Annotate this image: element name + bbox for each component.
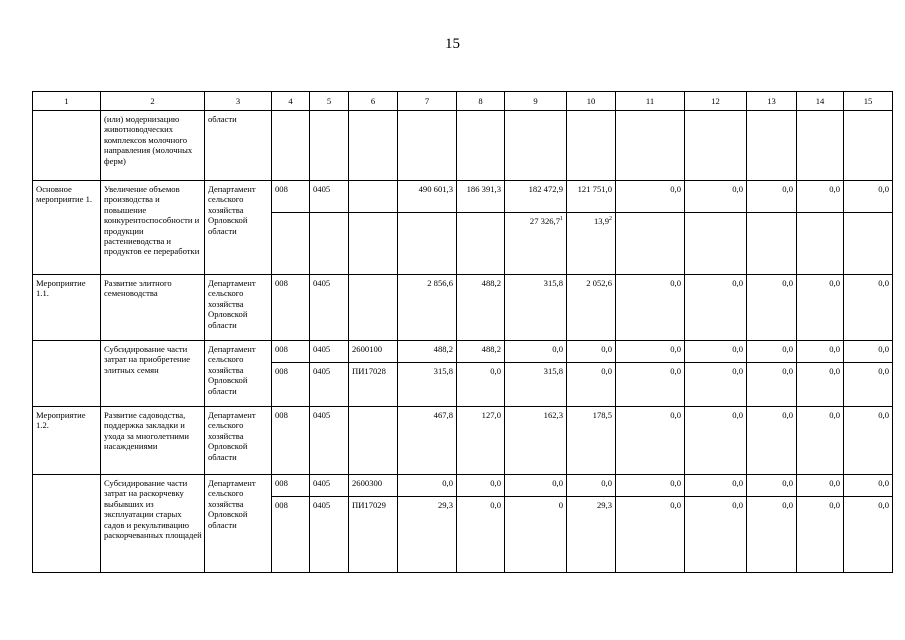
cell-col10: 0,0 bbox=[567, 475, 616, 497]
table-row-subsidy bbox=[33, 475, 893, 497]
cell-col7: 490 601,3 bbox=[398, 181, 457, 213]
cell-col1 bbox=[33, 111, 101, 181]
cell-col15: 0,0 bbox=[844, 275, 893, 341]
cell-col15: 0,0 bbox=[844, 407, 893, 475]
cell-col5: 0405 bbox=[310, 407, 349, 475]
cell-col4: 008 bbox=[272, 275, 310, 341]
header-col-9: 9 bbox=[505, 92, 567, 111]
cell-col8: 488,2 bbox=[457, 341, 505, 363]
cell-executor: Департамент сельского хозяйства Орловской области bbox=[205, 475, 272, 573]
cell-col8: 0,0 bbox=[457, 363, 505, 407]
cell-col12: 0,0 bbox=[685, 181, 747, 213]
cell-col14: 0,0 bbox=[797, 407, 844, 475]
header-col-14: 14 bbox=[797, 92, 844, 111]
cell-col12: 0,0 bbox=[685, 497, 747, 573]
table-row-subsidy bbox=[33, 341, 893, 363]
cell-col13: 0,0 bbox=[747, 475, 797, 497]
cell-col4: 008 bbox=[272, 341, 310, 363]
cell-col8: 488,2 bbox=[457, 275, 505, 341]
cell-col12: 0,0 bbox=[685, 275, 747, 341]
budget-table bbox=[32, 91, 893, 573]
table-row-activity-1-2 bbox=[33, 407, 893, 475]
cell-description: Субсидирование части затрат на раскорчевку выбывших из эксплуатации старых садов и рекультивацию раскорчеванных площадей bbox=[101, 475, 205, 573]
cell-executor: Департамент сельского хозяйства Орловской области bbox=[205, 181, 272, 275]
cell-col10: 178,5 bbox=[567, 407, 616, 475]
cell-col15: 0,0 bbox=[844, 363, 893, 407]
cell-col10: 0,0 bbox=[567, 341, 616, 363]
cell-col8: 127,0 bbox=[457, 407, 505, 475]
cell-col7: 315,8 bbox=[398, 363, 457, 407]
cell-col11: 0,0 bbox=[616, 363, 685, 407]
cell-col15: 0,0 bbox=[844, 475, 893, 497]
header-col-12: 12 bbox=[685, 92, 747, 111]
cell-col4: 008 bbox=[272, 475, 310, 497]
cell-col9: 0,0 bbox=[505, 341, 567, 363]
cell-col9-extra: 27 326,7$^1$ bbox=[505, 213, 567, 275]
cell-col11: 0,0 bbox=[616, 275, 685, 341]
cell-col6: 2600300 bbox=[349, 475, 398, 497]
cell-col8: 0,0 bbox=[457, 475, 505, 497]
header-col-4: 4 bbox=[272, 92, 310, 111]
cell-col4: 008 bbox=[272, 181, 310, 213]
cell-col11: 0,0 bbox=[616, 341, 685, 363]
cell-description: Увеличение объемов производства и повышение конкурентоспособности и продукции растениеводства и продуктов ее переработки bbox=[101, 181, 205, 275]
cell-col12: 0,0 bbox=[685, 407, 747, 475]
cell-col5: 0405 bbox=[310, 181, 349, 213]
cell-executor: Департамент сельского хозяйства Орловской области bbox=[205, 275, 272, 341]
cell-col10: 0,0 bbox=[567, 363, 616, 407]
cell-description: (или) модернизацию животноводческих комплексов молочного направления (молочных ферм) bbox=[101, 111, 205, 181]
cell-col11: 0,0 bbox=[616, 181, 685, 213]
cell-col9: 315,8 bbox=[505, 275, 567, 341]
cell-col6 bbox=[349, 407, 398, 475]
table-row-activity-1-1 bbox=[33, 275, 893, 341]
cell-col11: 0,0 bbox=[616, 475, 685, 497]
cell-col7: 29,3 bbox=[398, 497, 457, 573]
cell-col10: 29,3 bbox=[567, 497, 616, 573]
cell-col9: 315,8 bbox=[505, 363, 567, 407]
cell-description: Развитие элитного семеноводства bbox=[101, 275, 205, 341]
cell-col7: 488,2 bbox=[398, 341, 457, 363]
cell-col14: 0,0 bbox=[797, 275, 844, 341]
cell-col8: 0,0 bbox=[457, 497, 505, 573]
cell-col14: 0,0 bbox=[797, 181, 844, 213]
cell-description: Субсидирование части затрат на приобретение элитных семян bbox=[101, 341, 205, 407]
cell-col9: 182 472,9 bbox=[505, 181, 567, 213]
cell-col9: 162,3 bbox=[505, 407, 567, 475]
cell-col5: 0405 bbox=[310, 341, 349, 363]
table-row bbox=[33, 111, 893, 181]
cell-col15: 0,0 bbox=[844, 341, 893, 363]
cell-description: Развитие садоводства, поддержка закладки и ухода за многолетними насаждениями bbox=[101, 407, 205, 475]
cell-col14: 0,0 bbox=[797, 497, 844, 573]
header-col-11: 11 bbox=[616, 92, 685, 111]
cell-col7: 2 856,6 bbox=[398, 275, 457, 341]
cell-col4: 008 bbox=[272, 407, 310, 475]
cell-col6: ПИ17028 bbox=[349, 363, 398, 407]
cell-col12: 0,0 bbox=[685, 475, 747, 497]
cell-col12: 0,0 bbox=[685, 341, 747, 363]
cell-col6: ПИ17029 bbox=[349, 497, 398, 573]
cell-col9: 0,0 bbox=[505, 475, 567, 497]
cell-col14: 0,0 bbox=[797, 363, 844, 407]
table-header-row bbox=[33, 92, 893, 111]
cell-col11: 0,0 bbox=[616, 497, 685, 573]
cell-col1 bbox=[33, 341, 101, 407]
cell-col5: 0405 bbox=[310, 475, 349, 497]
cell-col14: 0,0 bbox=[797, 341, 844, 363]
header-col-15: 15 bbox=[844, 92, 893, 111]
cell-col13: 0,0 bbox=[747, 341, 797, 363]
header-col-6: 6 bbox=[349, 92, 398, 111]
cell-col13: 0,0 bbox=[747, 497, 797, 573]
header-col-1: 1 bbox=[33, 92, 101, 111]
cell-col6: 2600100 bbox=[349, 341, 398, 363]
cell-col5: 0405 bbox=[310, 497, 349, 573]
header-col-3: 3 bbox=[205, 92, 272, 111]
cell-col5: 0405 bbox=[310, 363, 349, 407]
cell-col14: 0,0 bbox=[797, 475, 844, 497]
cell-col15: 0,0 bbox=[844, 497, 893, 573]
cell-col1 bbox=[33, 475, 101, 573]
table-row-main-activity bbox=[33, 181, 893, 213]
cell-col6 bbox=[349, 181, 398, 213]
header-col-5: 5 bbox=[310, 92, 349, 111]
cell-col7: 0,0 bbox=[398, 475, 457, 497]
cell-col8: 186 391,3 bbox=[457, 181, 505, 213]
cell-col11: 0,0 bbox=[616, 407, 685, 475]
header-col-8: 8 bbox=[457, 92, 505, 111]
cell-col10-extra: 13,9$^2$ bbox=[567, 213, 616, 275]
cell-col13: 0,0 bbox=[747, 407, 797, 475]
cell-executor: области bbox=[205, 111, 272, 181]
cell-col13: 0,0 bbox=[747, 181, 797, 213]
header-col-10: 10 bbox=[567, 92, 616, 111]
page-number: 15 bbox=[445, 36, 460, 52]
cell-col4: 008 bbox=[272, 497, 310, 573]
cell-col6 bbox=[349, 275, 398, 341]
cell-activity-name: Мероприятие 1.1. bbox=[33, 275, 101, 341]
header-col-7: 7 bbox=[398, 92, 457, 111]
header-col-2: 2 bbox=[101, 92, 205, 111]
cell-col4: 008 bbox=[272, 363, 310, 407]
cell-col9: 0 bbox=[505, 497, 567, 573]
header-col-13: 13 bbox=[747, 92, 797, 111]
cell-activity-name: Основное мероприятие 1. bbox=[33, 181, 101, 275]
cell-col13: 0,0 bbox=[747, 363, 797, 407]
cell-col12: 0,0 bbox=[685, 363, 747, 407]
cell-col10: 121 751,0 bbox=[567, 181, 616, 213]
cell-col15: 0,0 bbox=[844, 181, 893, 213]
cell-col13: 0,0 bbox=[747, 275, 797, 341]
cell-col5: 0405 bbox=[310, 275, 349, 341]
cell-activity-name: Мероприятие 1.2. bbox=[33, 407, 101, 475]
cell-col7: 467,8 bbox=[398, 407, 457, 475]
cell-executor: Департамент сельского хозяйства Орловской области bbox=[205, 341, 272, 407]
cell-col10: 2 052,6 bbox=[567, 275, 616, 341]
cell-executor: Департамент сельского хозяйства Орловской области bbox=[205, 407, 272, 475]
